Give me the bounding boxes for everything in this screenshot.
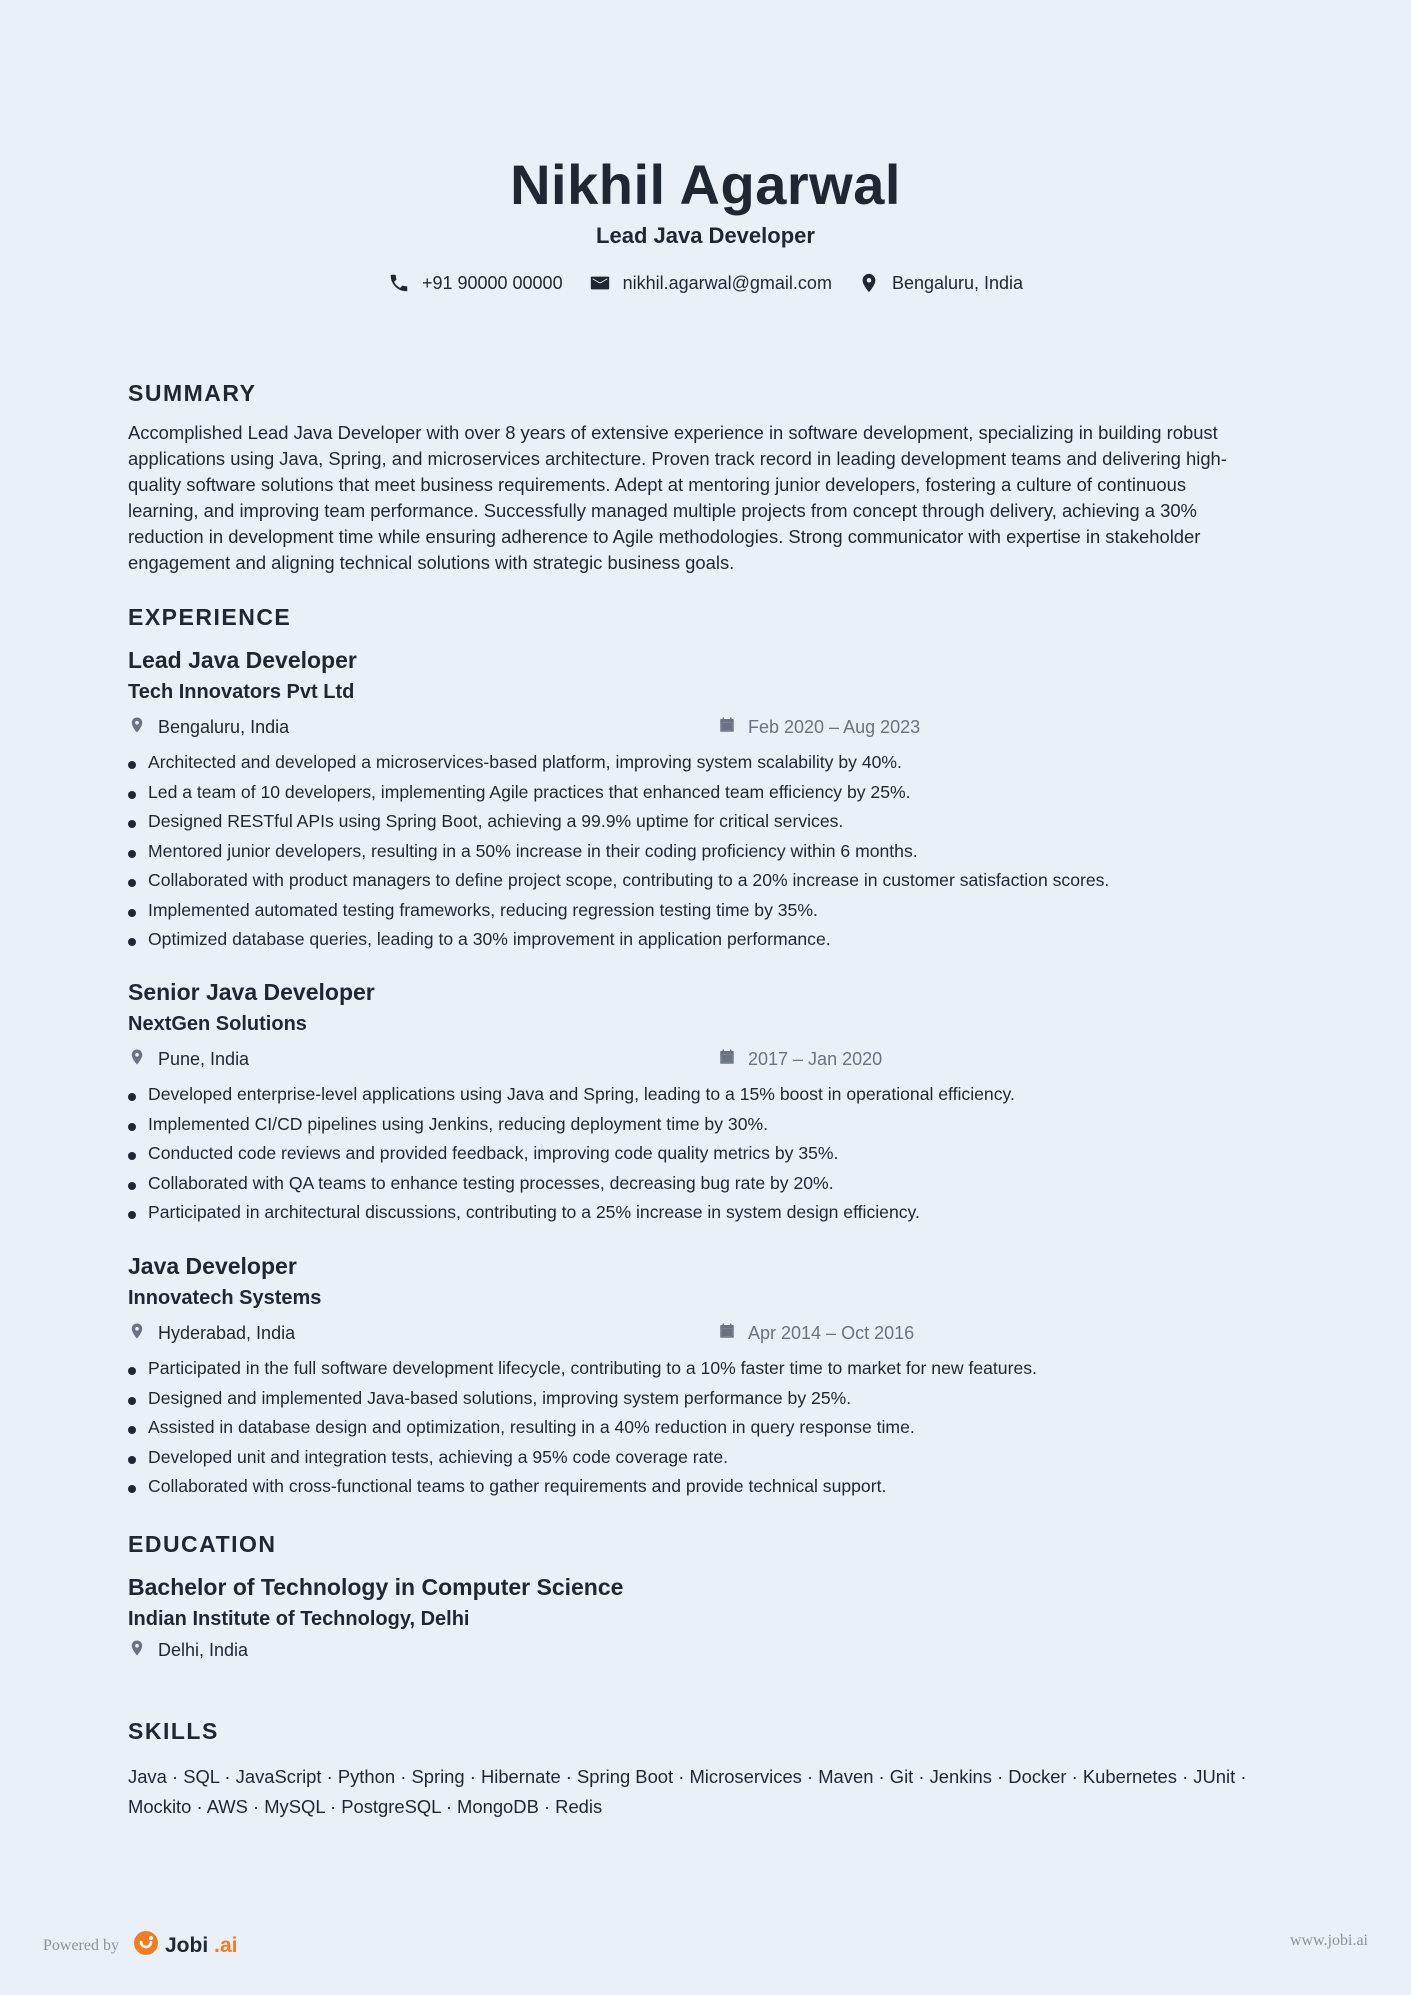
bullet-text: Implemented automated testing frameworks, reducing regression testing time by 35%.	[148, 899, 818, 920]
list-item	[128, 778, 1253, 808]
job-title: Java Developer	[128, 1253, 297, 1279]
bullet-dot	[128, 850, 136, 858]
bullet-dot	[128, 1182, 136, 1190]
experience-heading: EXPERIENCE	[128, 604, 292, 630]
job-location-text: Bengaluru, India	[158, 717, 290, 737]
candidate-role: Lead Java Developer	[596, 223, 815, 248]
location-pin-icon	[128, 1639, 146, 1662]
contact-email	[589, 272, 832, 294]
bullet-text: Led a team of 10 developers, implementing Agile practices that enhanced team efficiency by 25%.	[148, 781, 911, 802]
bullet-dot	[128, 879, 136, 887]
education-location	[128, 1639, 248, 1662]
calendar-icon	[718, 1048, 736, 1071]
list-item	[128, 925, 1253, 955]
footer-powered-by	[43, 1930, 238, 1962]
job-bullets	[128, 1080, 1253, 1228]
summary-heading: SUMMARY	[128, 380, 257, 406]
list-item	[128, 1110, 1253, 1140]
job-dates-text: Feb 2020 – Aug 2023	[748, 717, 921, 737]
job-entry	[128, 645, 1253, 955]
job-location-text: Hyderabad, India	[158, 1323, 296, 1343]
bullet-dot	[128, 820, 136, 828]
bullet-dot	[128, 1426, 136, 1434]
education-location-text: Delhi, India	[158, 1640, 249, 1660]
contact-location	[858, 272, 1023, 294]
list-item	[128, 866, 1253, 896]
bullet-dot	[128, 1367, 136, 1375]
footer-website-link[interactable]: www.jobi.ai	[1289, 1932, 1368, 1949]
calendar-icon	[718, 716, 736, 739]
company-name: Tech Innovators Pvt Ltd	[128, 681, 355, 703]
location-pin-icon	[128, 1048, 146, 1071]
list-item	[128, 1413, 1253, 1443]
skills-heading: SKILLS	[128, 1718, 219, 1744]
bullet-text: Developed enterprise-level applications using Java and Spring, leading to a 15% boost in operational efficiency.	[148, 1084, 1015, 1104]
bullet-text: Collaborated with product managers to define project scope, contributing to a 20% increase in customer satisfaction scores.	[148, 870, 1110, 890]
job-meta	[128, 1048, 1253, 1074]
job-title: Senior Java Developer	[128, 979, 375, 1005]
summary-paragraph: Accomplished Lead Java Developer with over 8 years of extensive experience in software development, specializing in building robust applications using Java, Spring, and microservices architecture. Proven track record in leading development teams and delivering high-quality software solutions that meet business requirements. Adept at mentoring junior developers, fostering a culture of continuous learning, and improving team performance. Successfully managed multiple projects from concept through delivery, achieving a 30% reduction in development time while ensuring adherence to Agile methodologies. Strong communicator with expertise in stakeholder engagement and aligning technical solutions with strategic business goals.	[128, 422, 1227, 573]
contact-phone	[388, 272, 563, 294]
list-item	[128, 1354, 1253, 1384]
bullet-text: Participated in the full software development lifecycle, contributing to a 10% faster time to market for new features.	[148, 1358, 1037, 1378]
jobi-logo[interactable]	[133, 1930, 238, 1962]
bullet-text: Collaborated with QA teams to enhance testing processes, decreasing bug rate by 20%.	[148, 1172, 834, 1193]
bullet-dot	[128, 938, 136, 946]
powered-by-label: Powered by	[43, 1937, 119, 1954]
contact-row	[128, 272, 1283, 294]
job-dates	[718, 1048, 882, 1071]
mail-icon	[589, 272, 611, 294]
job-title: Lead Java Developer	[128, 647, 357, 673]
degree-title: Bachelor of Technology in Computer Science	[128, 1574, 624, 1600]
calendar-icon	[718, 1322, 736, 1345]
bullet-text: Collaborated with cross-functional teams to gather requirements and provide technical support.	[148, 1476, 887, 1496]
job-bullets	[128, 748, 1253, 955]
education-entry	[128, 1572, 1253, 1665]
location-pin-icon	[858, 272, 880, 294]
list-item	[128, 896, 1253, 926]
list-item	[128, 837, 1253, 867]
bullet-dot	[128, 1485, 136, 1493]
resume-header	[128, 150, 1283, 294]
brand-main-text: Jobi	[164, 1934, 209, 1957]
skills-list: Java · SQL · JavaScript · Python · Spring · Hibernate · Spring Boot · Microservices · Maven · Git · Jenkins · Docker · Kubernetes · JUnit · Mockito · AWS · MySQL · PostgreSQL · MongoDB · Redis	[128, 1766, 1247, 1817]
list-item	[128, 1472, 1253, 1502]
location-pin-icon	[128, 716, 146, 739]
bullet-text: Designed RESTful APIs using Spring Boot, achieving a 99.9% uptime for critical services.	[148, 811, 844, 831]
job-dates	[718, 1322, 914, 1345]
job-location	[128, 1048, 249, 1071]
list-item	[128, 1384, 1253, 1414]
job-entry	[128, 1251, 1253, 1502]
brand-suffix-text: .ai	[214, 1934, 238, 1957]
list-item	[128, 1169, 1253, 1199]
list-item	[128, 807, 1253, 837]
job-location	[128, 716, 289, 739]
bullet-dot	[128, 1093, 136, 1101]
list-item	[128, 1198, 1253, 1228]
bullet-text: Assisted in database design and optimization, resulting in a 40% reduction in query response time.	[148, 1417, 915, 1437]
list-item	[128, 1139, 1253, 1169]
jobi-logo-icon	[133, 1930, 159, 1962]
bullet-text: Optimized database queries, leading to a 30% improvement in application performance.	[148, 929, 831, 949]
bullet-text: Designed and implemented Java-based solutions, improving system performance by 25%.	[148, 1387, 852, 1408]
job-location	[128, 1322, 295, 1345]
bullet-text: Conducted code reviews and provided feedback, improving code quality metrics by 35%.	[148, 1143, 839, 1163]
job-entry	[128, 977, 1253, 1228]
bullet-dot	[128, 1397, 136, 1405]
list-item	[128, 1443, 1253, 1473]
candidate-name: Nikhil Agarwal	[510, 153, 901, 216]
bullet-dot	[128, 791, 136, 799]
job-meta	[128, 1322, 1253, 1348]
phone-icon	[388, 272, 410, 294]
list-item	[128, 1080, 1253, 1110]
bullet-dot	[128, 1152, 136, 1160]
education-meta	[128, 1639, 1253, 1665]
job-location-text: Pune, India	[158, 1049, 250, 1069]
job-dates-text: Apr 2014 – Oct 2016	[748, 1323, 915, 1343]
bullet-dot	[128, 1211, 136, 1219]
location-pin-icon	[128, 1322, 146, 1345]
phone-number: +91 90000 00000	[421, 272, 563, 293]
bullet-text: Mentored junior developers, resulting in a 50% increase in their coding proficiency within 6 months.	[148, 840, 918, 861]
list-item	[128, 748, 1253, 778]
job-dates	[718, 716, 920, 739]
company-name: Innovatech Systems	[128, 1287, 322, 1309]
bullet-dot	[128, 761, 136, 769]
bullet-text: Participated in architectural discussions, contributing to a 25% increase in system design efficiency.	[148, 1202, 920, 1222]
location-text: Bengaluru, India	[891, 272, 1024, 293]
bullet-dot	[128, 909, 136, 917]
bullet-dot	[128, 1123, 136, 1131]
education-heading: EDUCATION	[128, 1531, 277, 1557]
bullet-text: Implemented CI/CD pipelines using Jenkins, reducing deployment time by 30%.	[148, 1113, 769, 1134]
job-dates-text: 2017 – Jan 2020	[748, 1049, 883, 1069]
job-bullets	[128, 1354, 1253, 1502]
bullet-text: Developed unit and integration tests, achieving a 95% code coverage rate.	[148, 1446, 728, 1467]
email-address: nikhil.agarwal@gmail.com	[622, 272, 832, 293]
company-name: NextGen Solutions	[128, 1013, 307, 1035]
job-meta	[128, 716, 1253, 742]
bullet-dot	[128, 1456, 136, 1464]
bullet-text: Architected and developed a microservices-based platform, improving system scalability by 40%.	[148, 752, 902, 772]
school-name: Indian Institute of Technology, Delhi	[128, 1608, 470, 1630]
